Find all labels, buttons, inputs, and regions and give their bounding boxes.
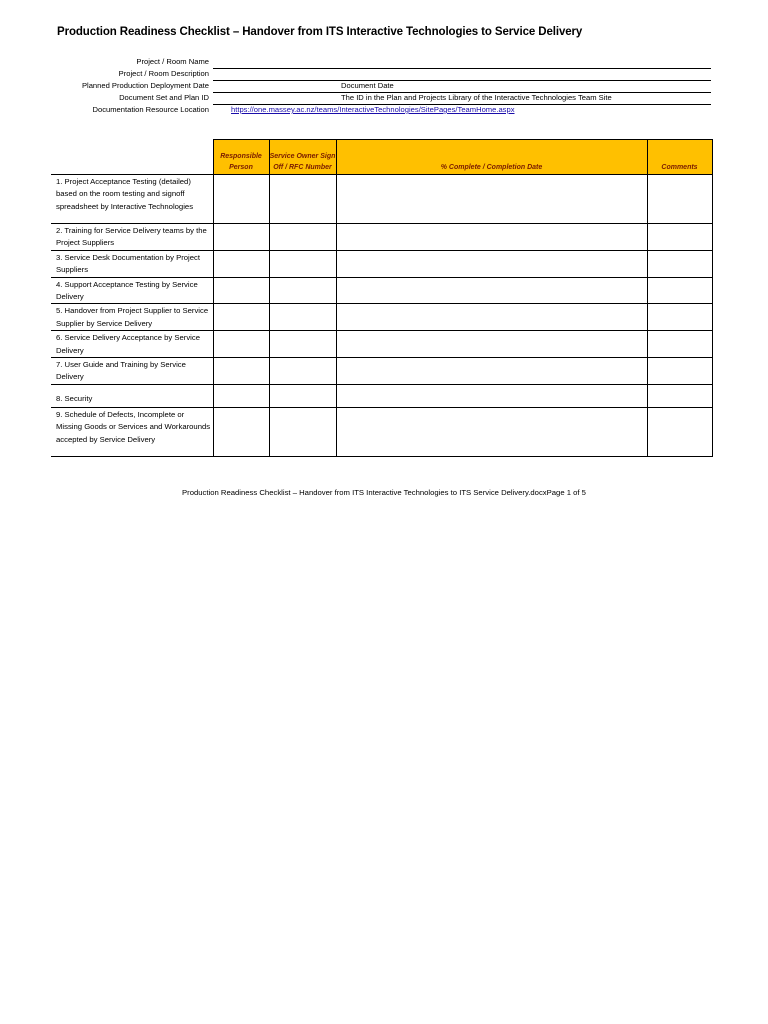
header-comments: Comments: [647, 140, 712, 175]
comments-cell[interactable]: [647, 384, 712, 407]
comments-cell[interactable]: [647, 175, 712, 224]
comments-cell[interactable]: [647, 277, 712, 304]
checklist-item-label: 9. Schedule of Defects, Incomplete or Missing Goods or Services and Workarounds accepted by Service Delivery: [51, 407, 213, 456]
signoff-cell[interactable]: [269, 277, 336, 304]
table-row: [51, 224, 712, 251]
responsible-cell[interactable]: [213, 277, 269, 304]
responsible-cell[interactable]: [213, 224, 269, 251]
checklist-item-label: 5. Handover from Project Supplier to Service Supplier by Service Delivery: [51, 304, 213, 331]
comments-cell[interactable]: [647, 304, 712, 331]
meta-row-deployment-date: [0, 81, 768, 93]
meta-label: Planned Production Deployment Date: [81, 81, 209, 90]
table-row: [51, 250, 712, 277]
plan-id-note: The ID in the Plan and Projects Library of the Interactive Technologies Team Site: [341, 93, 612, 102]
signoff-cell[interactable]: [269, 175, 336, 224]
header-responsible-person: Responsible Person: [213, 140, 269, 175]
checklist-item-label: 6. Service Delivery Acceptance by Service Delivery: [51, 331, 213, 358]
responsible-cell[interactable]: [213, 331, 269, 358]
table-header-row: [51, 140, 712, 175]
responsible-cell[interactable]: [213, 304, 269, 331]
document-date-label: Document Date: [341, 81, 394, 90]
complete-cell[interactable]: [336, 304, 647, 331]
table-row: [51, 407, 712, 456]
complete-cell[interactable]: [336, 384, 647, 407]
meta-row-resource-location: [0, 105, 768, 117]
checklist-item-label: 4. Support Acceptance Testing by Service Delivery: [51, 277, 213, 304]
checklist-item-label: 1. Project Acceptance Testing (detailed) based on the room testing and signoff spreadsheet by Interactive Technologies: [51, 175, 213, 224]
header-blank-cell: [51, 140, 213, 175]
responsible-cell[interactable]: [213, 250, 269, 277]
signoff-cell[interactable]: [269, 304, 336, 331]
complete-cell[interactable]: [336, 331, 647, 358]
table-row: [51, 358, 712, 385]
checklist-item-label: 7. User Guide and Training by Service Delivery: [51, 358, 213, 385]
comments-cell[interactable]: [647, 331, 712, 358]
signoff-cell[interactable]: [269, 331, 336, 358]
table-row: [51, 304, 712, 331]
complete-cell[interactable]: [336, 407, 647, 456]
checklist-item-label: 2. Training for Service Delivery teams by the Project Suppliers: [51, 224, 213, 251]
header-complete: % Complete / Completion Date: [336, 140, 647, 175]
table-row: [51, 277, 712, 304]
meta-row-room-description: [0, 69, 768, 81]
meta-label: Project / Room Name: [136, 57, 209, 66]
table-row: [51, 384, 712, 407]
signoff-cell[interactable]: [269, 250, 336, 277]
table-row: [51, 175, 712, 224]
complete-cell[interactable]: [336, 250, 647, 277]
signoff-cell[interactable]: [269, 384, 336, 407]
complete-cell[interactable]: [336, 277, 647, 304]
comments-cell[interactable]: [647, 224, 712, 251]
responsible-cell[interactable]: [213, 384, 269, 407]
page-footer: Production Readiness Checklist – Handover from ITS Interactive Technologies to ITS Service Delivery.docxPage 1 of 5: [182, 488, 586, 497]
meta-row-plan-id: [0, 93, 768, 105]
signoff-cell[interactable]: [269, 407, 336, 456]
meta-row-room-name: [0, 57, 768, 69]
table-row: [51, 331, 712, 358]
header-signoff: Service Owner Sign Off / RFC Number: [269, 140, 336, 175]
signoff-cell[interactable]: [269, 224, 336, 251]
comments-cell[interactable]: [647, 407, 712, 456]
meta-label: Project / Room Description: [118, 69, 209, 78]
checklist-item-label: 8. Security: [51, 384, 213, 407]
responsible-cell[interactable]: [213, 407, 269, 456]
documentation-link[interactable]: https://one.massey.ac.nz/teams/InteractiveTechnologies/SitePages/TeamHome.aspx: [231, 105, 515, 114]
complete-cell[interactable]: [336, 358, 647, 385]
responsible-cell[interactable]: [213, 175, 269, 224]
checklist-table: [51, 139, 713, 457]
complete-cell[interactable]: [336, 224, 647, 251]
complete-cell[interactable]: [336, 175, 647, 224]
checklist-item-label: 3. Service Desk Documentation by Project Suppliers: [51, 250, 213, 277]
meta-label: Documentation Resource Location: [92, 105, 209, 114]
comments-cell[interactable]: [647, 358, 712, 385]
document-title: Production Readiness Checklist – Handover from ITS Interactive Technologies to Service Delivery: [57, 26, 583, 38]
signoff-cell[interactable]: [269, 358, 336, 385]
responsible-cell[interactable]: [213, 358, 269, 385]
comments-cell[interactable]: [647, 250, 712, 277]
meta-label: Document Set and Plan ID: [119, 93, 209, 102]
